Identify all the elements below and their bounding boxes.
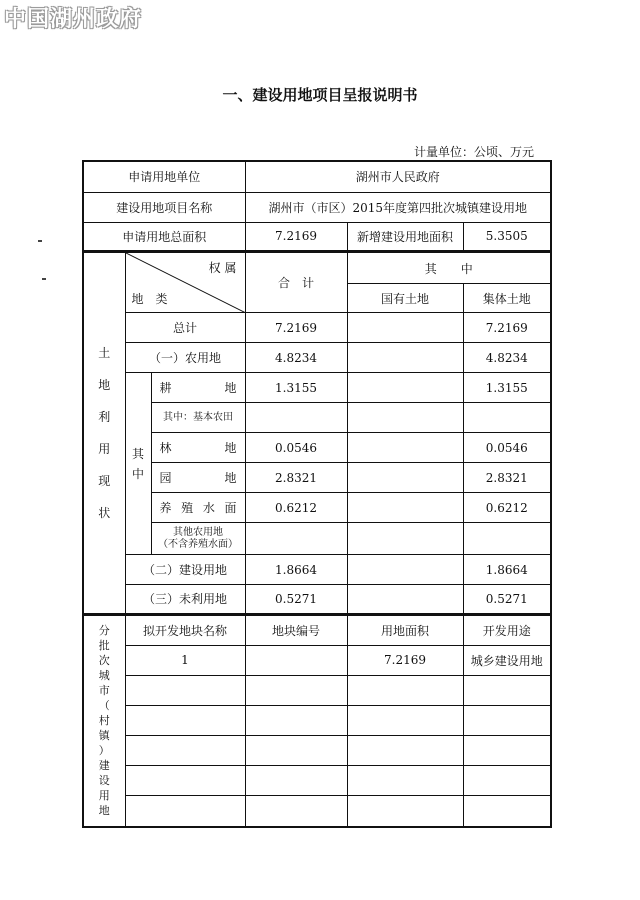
row-name: 总计 [125,313,245,343]
cell-state [347,373,463,403]
table-row [83,373,551,403]
table-row [83,585,551,614]
table-row [83,463,551,493]
land-use-table [82,252,552,615]
row-name: 园 地 [151,463,245,493]
margin-mark [42,278,46,280]
row-name: 林 地 [151,433,245,463]
cell-total: 2.8321 [245,463,347,493]
cell-collective: 0.6212 [463,493,551,523]
total-area-label: 申请用地总面积 [83,222,245,251]
new-area-value: 5.3505 [463,222,551,251]
unit-note: 计量单位：公顷、万元 [413,145,534,159]
parcel-use: 城乡建设用地 [463,645,551,675]
cell-state [347,403,463,433]
diag-ownership-label: 权 属 [208,261,237,275]
cell-state [347,313,463,343]
cell-total: 1.3155 [245,373,347,403]
col-use-header: 开发用途 [463,615,551,645]
row-name: 养 殖 水 面 [151,493,245,523]
cell-state [347,523,463,555]
cell-collective: 1.3155 [463,373,551,403]
cell-collective [463,403,551,433]
row-name: （一）农用地 [125,343,245,373]
cell-total: 0.5271 [245,585,347,614]
col-among-header: 其 中 [347,253,551,284]
applicant-label: 申请用地单位 [83,161,245,192]
diag-landtype-label: 地 类 [131,292,168,306]
table-row [83,493,551,523]
header-table [82,160,552,252]
table-row [83,675,551,705]
table-row [83,313,551,343]
col-state-header: 国有土地 [347,284,463,313]
watermark-logo: 中国湖州政府 [4,7,143,32]
report-table-container [82,160,552,828]
land-use-section-label: 土 地 利 用 现 状 [83,253,125,614]
col-collective-header: 集体土地 [463,284,551,313]
col-parcel-code-header: 地块编号 [245,615,347,645]
table-row [83,795,551,827]
row-name: （二）建设用地 [125,555,245,585]
cell-collective: 2.8321 [463,463,551,493]
table-row [83,735,551,765]
row-name: 其他农用地 （不含养殖水面） [151,523,245,555]
cell-collective: 0.5271 [463,585,551,614]
table-row [83,523,551,555]
cell-total: 0.0546 [245,433,347,463]
parcel-code [245,645,347,675]
cell-collective [463,523,551,555]
cell-collective: 4.8234 [463,343,551,373]
cell-total [245,523,347,555]
project-name-value: 湖州市（市区）2015年度第四批次城镇建设用地 [245,192,551,222]
new-area-label: 新增建设用地面积 [347,222,463,251]
col-parcel-name-header: 拟开发地块名称 [125,615,245,645]
table-row [83,555,551,585]
cell-collective: 1.8664 [463,555,551,585]
diagonal-header [125,253,245,313]
margin-mark [38,240,42,242]
row-name: 耕 地 [151,373,245,403]
cell-state [347,433,463,463]
cell-state [347,343,463,373]
cell-state [347,463,463,493]
project-name-label: 建设用地项目名称 [83,192,245,222]
batch-table [82,615,552,829]
table-row [83,765,551,795]
cell-state [347,555,463,585]
cell-total: 4.8234 [245,343,347,373]
cell-state [347,585,463,614]
cell-total: 7.2169 [245,313,347,343]
parcel-name: 1 [125,645,245,675]
row-name: （三）未利用地 [125,585,245,614]
col-total-header: 合 计 [245,253,347,313]
batch-section-label: 分 批 次 城 市 （ 村 镇 ） 建 设 用 地 [83,615,125,827]
cell-total [245,403,347,433]
cell-total: 1.8664 [245,555,347,585]
parcel-area: 7.2169 [347,645,463,675]
table-row [83,343,551,373]
row-name: 其中：基本农田 [151,403,245,433]
applicant-value: 湖州市人民政府 [245,161,551,192]
cell-collective: 0.0546 [463,433,551,463]
table-row [83,645,551,675]
table-row [83,433,551,463]
among-sub-label: 其 中 [125,373,151,555]
col-area-header: 用地面积 [347,615,463,645]
table-row [83,705,551,735]
cell-collective: 7.2169 [463,313,551,343]
total-area-value: 7.2169 [245,222,347,251]
table-row [83,403,551,433]
page-title: 一、建设用地项目呈报说明书 [222,86,418,104]
cell-state [347,493,463,523]
cell-total: 0.6212 [245,493,347,523]
